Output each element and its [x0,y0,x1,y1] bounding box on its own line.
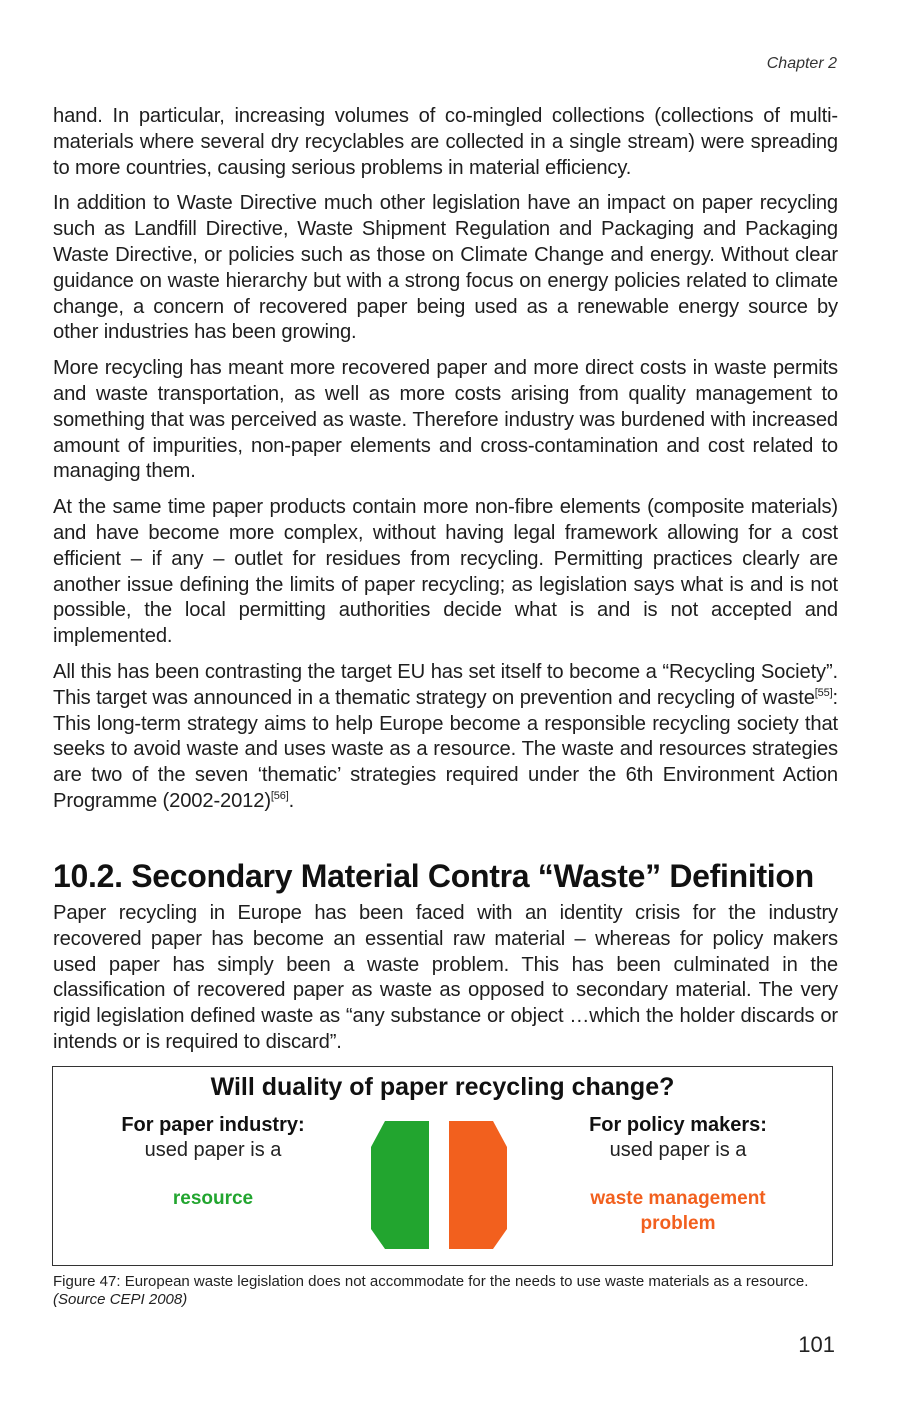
policy-makers-heading: For policy makers: [589,1114,767,1136]
paper-industry-column [93,1113,333,1211]
resource-label: resource [172,1188,254,1209]
paragraph: hand. In particular, increasing volumes of co-mingled collections (collections of multi-materials where several dry recyclables are collected in a single stream) were spreading to more countries, causing serious problems in material efficiency. [53,105,838,179]
waste-problem-line2: problem [640,1213,716,1234]
waste-problem-label [553,1186,803,1236]
orange-hexagon-shape [449,1121,507,1249]
paragraph [53,660,838,815]
figure-title: Will duality of paper recycling change? [210,1073,675,1101]
caption-source: (Source CEPI 2008) [53,1291,188,1308]
figure-caption [53,1273,833,1309]
body-text [53,104,838,825]
paper-industry-heading: For paper industry: [121,1114,305,1136]
paragraph-text: All this has been contrasting the target EU has set itself to become a “Recycling Society”. This target was announced in a thematic strategy on prevention and recycling of waste [53,660,838,709]
green-hexagon-shape [371,1121,429,1249]
waste-problem-line1: waste management [590,1188,766,1209]
reference-55[interactable]: [55] [814,686,833,699]
chapter-running-head: Chapter 2 [766,55,837,72]
policy-makers-column [553,1113,803,1236]
section-heading: 10.2. Secondary Material Contra “Waste” Definition [53,858,814,894]
green-orange-flag-graphic [371,1117,511,1253]
paragraph: More recycling has meant more recovered paper and more direct costs in waste permits and waste transportation, as well as more costs arising from quality management to something that was perceived as waste. Therefore industry was burdened with increased amount of impurities, non-paper elements and cross-contamination and cost related to managing them. [53,357,838,483]
reference-56[interactable]: [56] [270,789,289,802]
paragraph-text: : This long-term strategy aims to help Europe become a responsible recycling society that seeks to avoid waste and uses waste as a resource. The waste and resources strategies are two of the seven ‘thematic’ strategies required under the 6th Environment Action Programme (2002-2012) [53,686,838,812]
paragraph: In addition to Waste Directive much other legislation have an impact on paper recycling such as Landfill Directive, Waste Shipment Regulation and Packaging and Packaging Waste Directive, or policies such as those on Climate Change and energy. Without clear guidance on waste hierarchy but with a strong focus on energy policies related to climate change, a concern of recovered paper being used as a renewable energy source by other industries has been growing. [53,192,838,344]
section-paragraph: Paper recycling in Europe has been faced with an identity crisis for the industry recovered paper has become an essential raw material – whereas for policy makers used paper has simply been a waste problem. This has been culminated in the classification of recovered paper as waste as opposed to secondary material. The very rigid legislation defined waste as “any substance or object …which the holder discards or intends or is required to discard”. [53,902,838,1053]
page-number: 101 [798,1332,835,1357]
paper-industry-subtext: used paper is a [144,1139,282,1161]
paragraph-text: . [288,789,295,812]
paragraph: At the same time paper products contain more non-fibre elements (composite materials) and have become more complex, without having legal framework allowing for a cost efficient – if any – outlet for residues from recycling. Permitting practices clearly are another issue defining the limits of paper recycling; as legislation says what is and is not possible, the local permitting authorities decide what is and is not accepted and implemented. [53,496,838,648]
policy-makers-subtext: used paper is a [609,1139,747,1161]
caption-text: Figure 47: European waste legislation does not accommodate for the needs to use waste materials as a resource. [53,1273,809,1290]
figure-box [52,1066,833,1266]
